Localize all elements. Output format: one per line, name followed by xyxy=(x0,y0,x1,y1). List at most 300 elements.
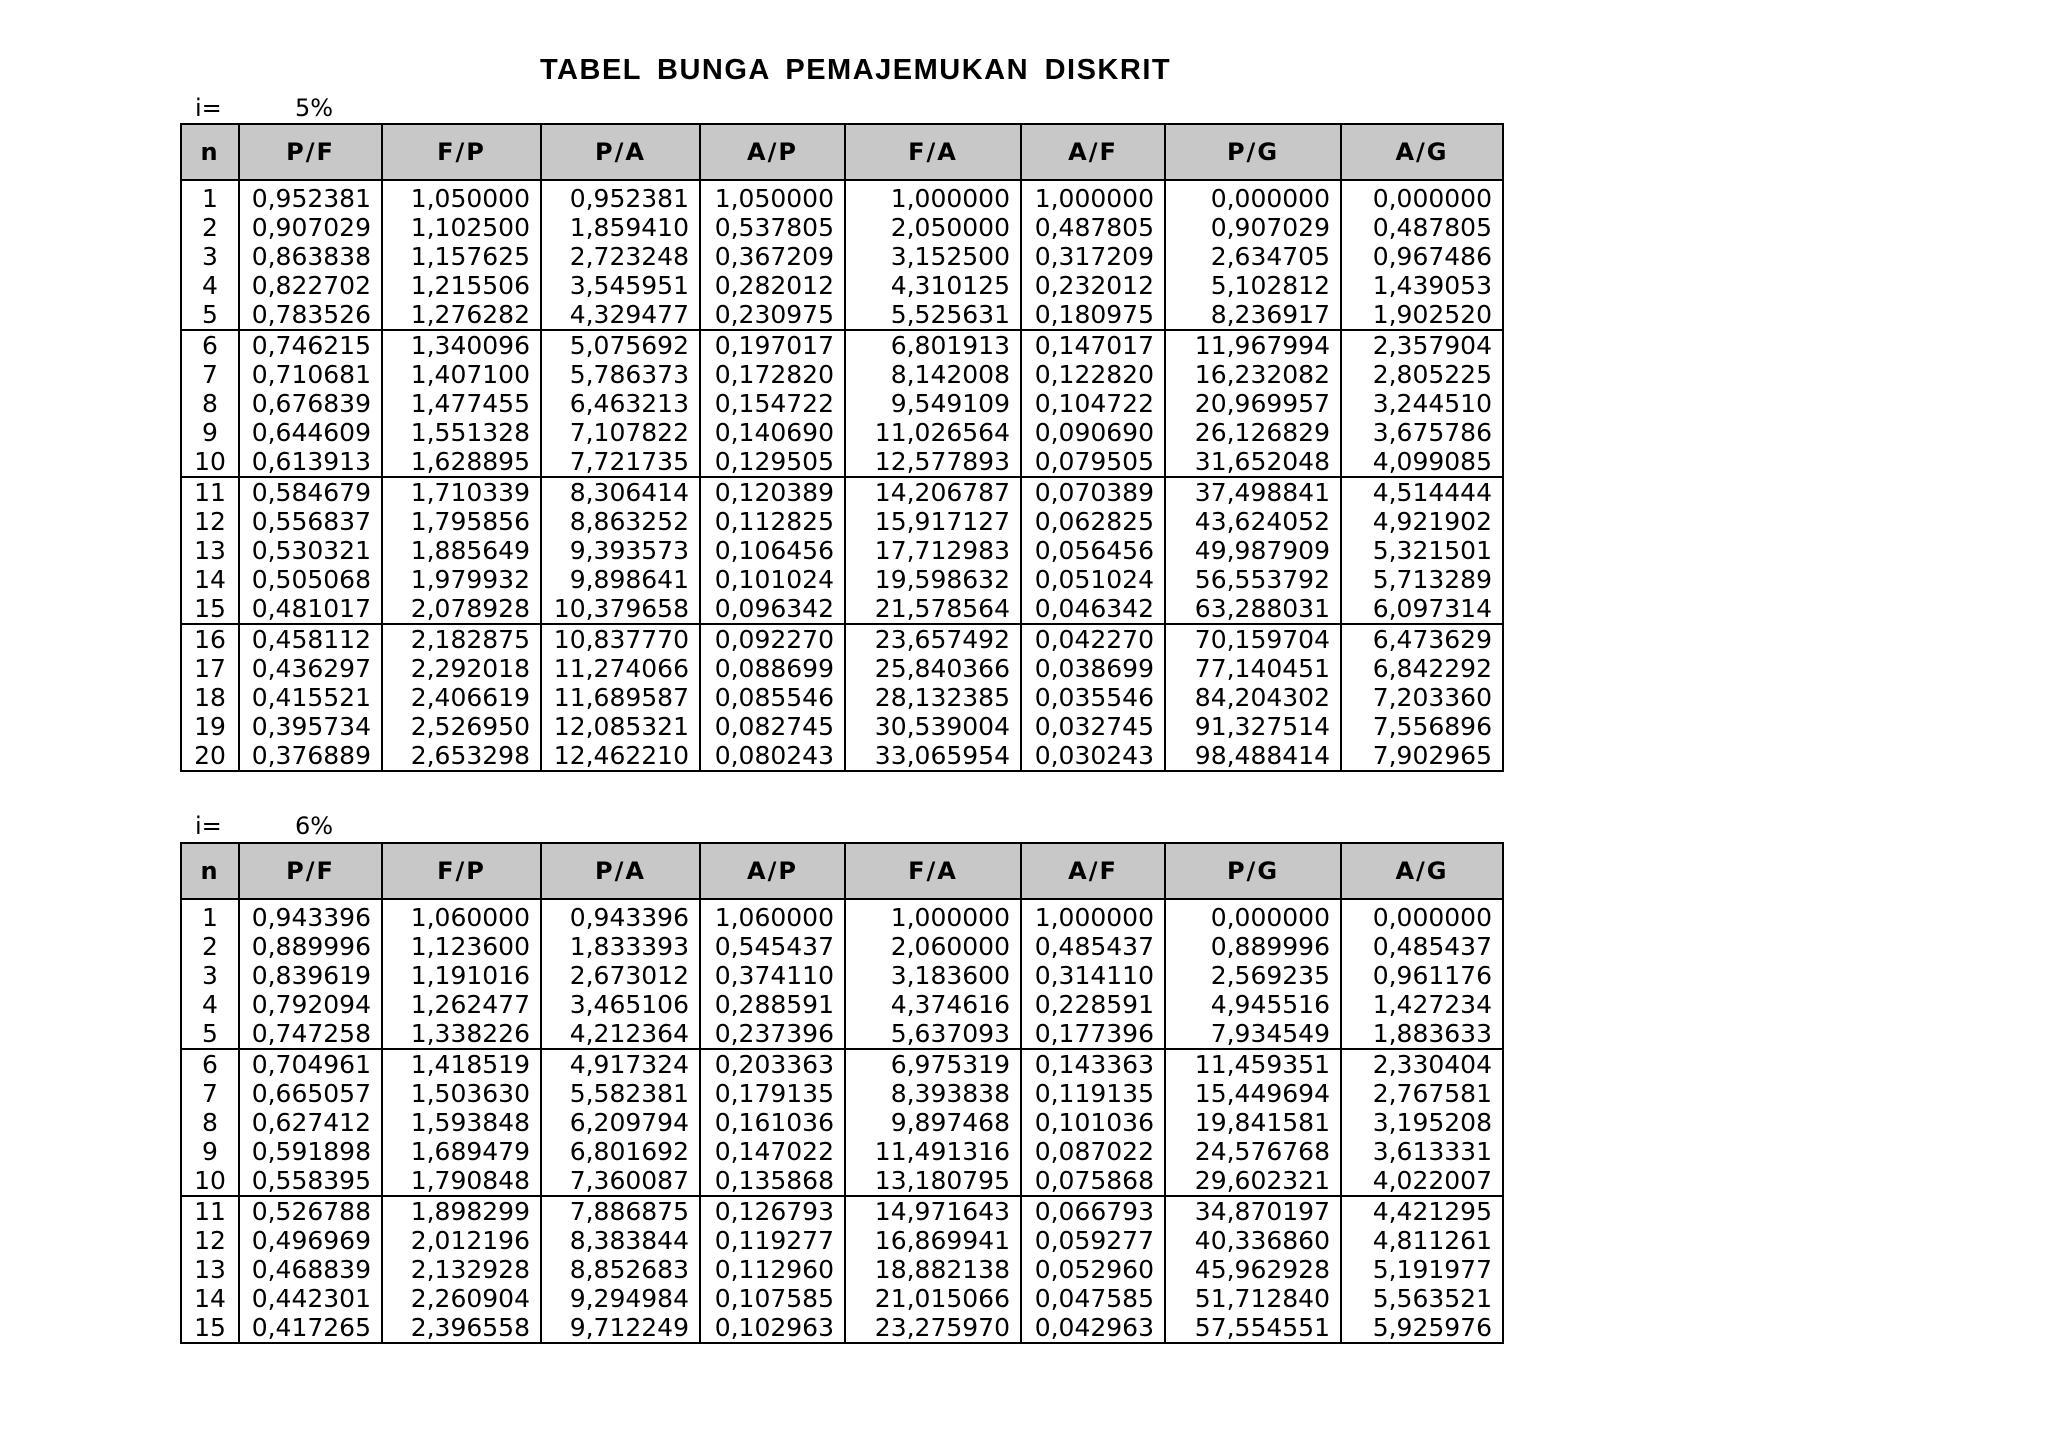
table-cell: 7,934549 xyxy=(1165,1019,1341,1049)
table-cell: 63,288031 xyxy=(1165,594,1341,624)
table-cell: 0,704961 xyxy=(239,1049,382,1079)
table-cell: 11,459351 xyxy=(1165,1049,1341,1079)
table-cell: 9,393573 xyxy=(541,536,700,565)
column-header: P/A xyxy=(541,843,700,899)
table-cell: 0,092270 xyxy=(700,624,845,654)
table-cell: 6,209794 xyxy=(541,1108,700,1137)
table-cell: 0,085546 xyxy=(700,683,845,712)
interest-rate-label: i= xyxy=(195,94,222,122)
row-number: 4 xyxy=(181,271,239,300)
table-cell: 2,132928 xyxy=(382,1255,541,1284)
table-cell: 0,889996 xyxy=(1165,932,1341,961)
table-cell: 2,634705 xyxy=(1165,242,1341,271)
table-cell: 18,882138 xyxy=(845,1255,1021,1284)
row-number: 13 xyxy=(181,536,239,565)
table-cell: 43,624052 xyxy=(1165,507,1341,536)
table-cell: 2,653298 xyxy=(382,741,541,771)
table-cell: 5,786373 xyxy=(541,360,700,389)
row-number: 5 xyxy=(181,300,239,330)
row-number: 11 xyxy=(181,1196,239,1226)
table-cell: 14,971643 xyxy=(845,1196,1021,1226)
table-cell: 6,975319 xyxy=(845,1049,1021,1079)
table-cell: 1,833393 xyxy=(541,932,700,961)
table-cell: 56,553792 xyxy=(1165,565,1341,594)
table-cell: 30,539004 xyxy=(845,712,1021,741)
table-row xyxy=(181,389,1503,418)
row-number: 3 xyxy=(181,242,239,271)
table-cell: 3,195208 xyxy=(1341,1108,1503,1137)
table-cell: 0,237396 xyxy=(700,1019,845,1049)
table-cell: 1,000000 xyxy=(845,903,1021,932)
table-cell: 57,554551 xyxy=(1165,1313,1341,1343)
row-number: 9 xyxy=(181,418,239,447)
table-cell: 6,801913 xyxy=(845,330,1021,360)
table-cell: 0,140690 xyxy=(700,418,845,447)
table-row xyxy=(181,418,1503,447)
table-cell: 49,987909 xyxy=(1165,536,1341,565)
table-cell: 14,206787 xyxy=(845,477,1021,507)
table-cell: 0,106456 xyxy=(700,536,845,565)
row-number: 6 xyxy=(181,1049,239,1079)
row-number: 17 xyxy=(181,654,239,683)
table-cell: 0,545437 xyxy=(700,932,845,961)
table-cell: 0,230975 xyxy=(700,300,845,330)
table-cell: 11,689587 xyxy=(541,683,700,712)
table-cell: 0,126793 xyxy=(700,1196,845,1226)
column-header: F/P xyxy=(382,124,541,180)
table-cell: 0,665057 xyxy=(239,1079,382,1108)
table-cell: 0,282012 xyxy=(700,271,845,300)
table-cell: 2,260904 xyxy=(382,1284,541,1313)
table-cell: 0,042270 xyxy=(1021,624,1165,654)
table-cell: 4,099085 xyxy=(1341,447,1503,477)
table-cell: 0,172820 xyxy=(700,360,845,389)
table-cell: 0,075868 xyxy=(1021,1166,1165,1196)
table-row xyxy=(181,507,1503,536)
table-cell: 45,962928 xyxy=(1165,1255,1341,1284)
table-cell: 3,675786 xyxy=(1341,418,1503,447)
table-cell: 0,203363 xyxy=(700,1049,845,1079)
table-cell: 2,060000 xyxy=(845,932,1021,961)
table-cell: 70,159704 xyxy=(1165,624,1341,654)
table-cell: 0,087022 xyxy=(1021,1137,1165,1166)
column-header: P/G xyxy=(1165,843,1341,899)
table-cell: 1,060000 xyxy=(700,903,845,932)
table-cell: 0,710681 xyxy=(239,360,382,389)
table-row xyxy=(181,1166,1503,1196)
table-cell: 1,477455 xyxy=(382,389,541,418)
table-cell: 33,065954 xyxy=(845,741,1021,771)
table-row xyxy=(181,654,1503,683)
table-row xyxy=(181,184,1503,213)
table-cell: 0,101036 xyxy=(1021,1108,1165,1137)
table-cell: 8,306414 xyxy=(541,477,700,507)
table-cell: 0,062825 xyxy=(1021,507,1165,536)
table-cell: 7,902965 xyxy=(1341,741,1503,771)
table-cell: 3,545951 xyxy=(541,271,700,300)
table-cell: 5,713289 xyxy=(1341,565,1503,594)
table-cell: 34,870197 xyxy=(1165,1196,1341,1226)
table-row xyxy=(181,1226,1503,1255)
table-cell: 0,376889 xyxy=(239,741,382,771)
row-number: 7 xyxy=(181,360,239,389)
table-cell: 0,591898 xyxy=(239,1137,382,1166)
interest-rate-5 xyxy=(195,94,333,124)
row-number: 4 xyxy=(181,990,239,1019)
table-cell: 6,473629 xyxy=(1341,624,1503,654)
table-cell: 11,491316 xyxy=(845,1137,1021,1166)
table-cell: 0,374110 xyxy=(700,961,845,990)
table-cell: 0,317209 xyxy=(1021,242,1165,271)
table-cell: 0,180975 xyxy=(1021,300,1165,330)
table-cell: 23,657492 xyxy=(845,624,1021,654)
table-cell: 0,792094 xyxy=(239,990,382,1019)
table-cell: 0,104722 xyxy=(1021,389,1165,418)
table-cell: 2,050000 xyxy=(845,213,1021,242)
table-cell: 26,126829 xyxy=(1165,418,1341,447)
table-row xyxy=(181,1079,1503,1108)
table-cell: 1,859410 xyxy=(541,213,700,242)
table-cell: 2,292018 xyxy=(382,654,541,683)
table-cell: 1,123600 xyxy=(382,932,541,961)
table-row xyxy=(181,1313,1503,1343)
table-cell: 0,119135 xyxy=(1021,1079,1165,1108)
row-number: 15 xyxy=(181,1313,239,1343)
table-cell: 1,883633 xyxy=(1341,1019,1503,1049)
table-cell: 9,897468 xyxy=(845,1108,1021,1137)
table-cell: 0,487805 xyxy=(1341,213,1503,242)
table-cell: 31,652048 xyxy=(1165,447,1341,477)
row-number: 1 xyxy=(181,184,239,213)
row-number: 13 xyxy=(181,1255,239,1284)
table-cell: 0,537805 xyxy=(700,213,845,242)
column-header: n xyxy=(181,843,239,899)
table-cell: 7,107822 xyxy=(541,418,700,447)
table-cell: 0,863838 xyxy=(239,242,382,271)
table-row xyxy=(181,1019,1503,1049)
header-row xyxy=(181,124,1503,180)
table-cell: 28,132385 xyxy=(845,683,1021,712)
table-cell: 0,943396 xyxy=(541,903,700,932)
column-header: A/F xyxy=(1021,843,1165,899)
table-cell: 0,395734 xyxy=(239,712,382,741)
table-cell: 0,644609 xyxy=(239,418,382,447)
table-cell: 0,436297 xyxy=(239,654,382,683)
row-number: 1 xyxy=(181,903,239,932)
table-cell: 8,863252 xyxy=(541,507,700,536)
table-cell: 5,582381 xyxy=(541,1079,700,1108)
table-cell: 0,056456 xyxy=(1021,536,1165,565)
table-cell: 0,481017 xyxy=(239,594,382,624)
table-cell: 0,047585 xyxy=(1021,1284,1165,1313)
table-cell: 0,496969 xyxy=(239,1226,382,1255)
table-cell: 7,203360 xyxy=(1341,683,1503,712)
column-header: A/G xyxy=(1341,124,1503,180)
row-number: 2 xyxy=(181,932,239,961)
table-cell: 5,321501 xyxy=(1341,536,1503,565)
table-cell: 1,439053 xyxy=(1341,271,1503,300)
column-header: P/G xyxy=(1165,124,1341,180)
table-cell: 0,066793 xyxy=(1021,1196,1165,1226)
interest-rate-value: 5% xyxy=(295,94,334,122)
table-cell: 1,060000 xyxy=(382,903,541,932)
row-number: 12 xyxy=(181,507,239,536)
column-header: A/P xyxy=(700,843,845,899)
table-cell: 1,503630 xyxy=(382,1079,541,1108)
row-number: 14 xyxy=(181,1284,239,1313)
column-header: A/G xyxy=(1341,843,1503,899)
table-row xyxy=(181,903,1503,932)
table-cell: 7,360087 xyxy=(541,1166,700,1196)
table-cell: 2,330404 xyxy=(1341,1049,1503,1079)
table-cell: 91,327514 xyxy=(1165,712,1341,741)
table-cell: 98,488414 xyxy=(1165,741,1341,771)
row-number: 11 xyxy=(181,477,239,507)
table-cell: 0,143363 xyxy=(1021,1049,1165,1079)
table-cell: 3,465106 xyxy=(541,990,700,1019)
table-cell: 1,795856 xyxy=(382,507,541,536)
column-header: F/A xyxy=(845,843,1021,899)
table-cell: 0,505068 xyxy=(239,565,382,594)
table-cell: 11,026564 xyxy=(845,418,1021,447)
table-cell: 77,140451 xyxy=(1165,654,1341,683)
column-header: F/A xyxy=(845,124,1021,180)
table-cell: 24,576768 xyxy=(1165,1137,1341,1166)
page-title: TABEL BUNGA PEMAJEMUKAN DISKRIT xyxy=(540,54,1172,86)
interest-table-5 xyxy=(180,123,1504,772)
table-cell: 0,088699 xyxy=(700,654,845,683)
table-cell: 1,340096 xyxy=(382,330,541,360)
table-cell: 0,197017 xyxy=(700,330,845,360)
table-row xyxy=(181,1284,1503,1313)
table-cell: 0,000000 xyxy=(1165,903,1341,932)
table-row xyxy=(181,447,1503,477)
row-number: 14 xyxy=(181,565,239,594)
row-number: 8 xyxy=(181,1108,239,1137)
table-cell: 4,374616 xyxy=(845,990,1021,1019)
table-cell: 21,578564 xyxy=(845,594,1021,624)
table-cell: 0,129505 xyxy=(700,447,845,477)
table-cell: 12,085321 xyxy=(541,712,700,741)
table-cell: 1,979932 xyxy=(382,565,541,594)
table-row xyxy=(181,1137,1503,1166)
table-cell: 0,051024 xyxy=(1021,565,1165,594)
row-number: 6 xyxy=(181,330,239,360)
row-number: 10 xyxy=(181,447,239,477)
table-cell: 0,952381 xyxy=(239,184,382,213)
column-header: P/F xyxy=(239,843,382,899)
table-cell: 40,336860 xyxy=(1165,1226,1341,1255)
table-cell: 11,967994 xyxy=(1165,330,1341,360)
table-cell: 0,030243 xyxy=(1021,741,1165,771)
table-cell: 0,122820 xyxy=(1021,360,1165,389)
table-cell: 4,329477 xyxy=(541,300,700,330)
table-cell: 0,120389 xyxy=(700,477,845,507)
table-cell: 4,514444 xyxy=(1341,477,1503,507)
table-cell: 21,015066 xyxy=(845,1284,1021,1313)
table-cell: 1,157625 xyxy=(382,242,541,271)
row-number: 3 xyxy=(181,961,239,990)
table-cell: 0,415521 xyxy=(239,683,382,712)
table-cell: 2,767581 xyxy=(1341,1079,1503,1108)
table-cell: 3,244510 xyxy=(1341,389,1503,418)
table-cell: 0,032745 xyxy=(1021,712,1165,741)
table-cell: 0,613913 xyxy=(239,447,382,477)
table-cell: 6,842292 xyxy=(1341,654,1503,683)
row-number: 12 xyxy=(181,1226,239,1255)
table-cell: 0,161036 xyxy=(700,1108,845,1137)
table-cell: 29,602321 xyxy=(1165,1166,1341,1196)
table-cell: 0,000000 xyxy=(1165,184,1341,213)
table-cell: 1,885649 xyxy=(382,536,541,565)
table-row xyxy=(181,213,1503,242)
table-cell: 0,000000 xyxy=(1341,184,1503,213)
table-cell: 0,090690 xyxy=(1021,418,1165,447)
table-cell: 15,449694 xyxy=(1165,1079,1341,1108)
table-cell: 0,147017 xyxy=(1021,330,1165,360)
table-cell: 1,276282 xyxy=(382,300,541,330)
table-cell: 7,886875 xyxy=(541,1196,700,1226)
table-cell: 0,839619 xyxy=(239,961,382,990)
table-cell: 0,147022 xyxy=(700,1137,845,1166)
table-cell: 9,712249 xyxy=(541,1313,700,1343)
table-cell: 0,468839 xyxy=(239,1255,382,1284)
table-row xyxy=(181,990,1503,1019)
table-cell: 0,530321 xyxy=(239,536,382,565)
table-cell: 4,212364 xyxy=(541,1019,700,1049)
table-cell: 1,000000 xyxy=(845,184,1021,213)
table-cell: 2,182875 xyxy=(382,624,541,654)
interest-rate-6 xyxy=(195,812,333,842)
table-cell: 0,154722 xyxy=(700,389,845,418)
table-cell: 2,526950 xyxy=(382,712,541,741)
table-cell: 0,082745 xyxy=(700,712,845,741)
table-cell: 8,852683 xyxy=(541,1255,700,1284)
column-header: F/P xyxy=(382,843,541,899)
table-cell: 11,274066 xyxy=(541,654,700,683)
table-cell: 0,046342 xyxy=(1021,594,1165,624)
table-cell: 9,898641 xyxy=(541,565,700,594)
table-cell: 5,637093 xyxy=(845,1019,1021,1049)
table-row xyxy=(181,536,1503,565)
table-row xyxy=(181,565,1503,594)
table-cell: 0,556837 xyxy=(239,507,382,536)
table-row xyxy=(181,360,1503,389)
table-cell: 4,945516 xyxy=(1165,990,1341,1019)
table-cell: 1,790848 xyxy=(382,1166,541,1196)
table-cell: 1,551328 xyxy=(382,418,541,447)
table-cell: 1,000000 xyxy=(1021,184,1165,213)
table-cell: 8,236917 xyxy=(1165,300,1341,330)
table-cell: 1,050000 xyxy=(382,184,541,213)
table-cell: 7,721735 xyxy=(541,447,700,477)
table-row xyxy=(181,300,1503,330)
table-cell: 0,558395 xyxy=(239,1166,382,1196)
table-cell: 4,921902 xyxy=(1341,507,1503,536)
table-cell: 1,628895 xyxy=(382,447,541,477)
table-cell: 0,107585 xyxy=(700,1284,845,1313)
table-cell: 19,841581 xyxy=(1165,1108,1341,1137)
table-cell: 2,357904 xyxy=(1341,330,1503,360)
table-cell: 0,179135 xyxy=(700,1079,845,1108)
row-number: 15 xyxy=(181,594,239,624)
table-cell: 17,712983 xyxy=(845,536,1021,565)
table-cell: 4,811261 xyxy=(1341,1226,1503,1255)
table-cell: 2,723248 xyxy=(541,242,700,271)
table-cell: 8,393838 xyxy=(845,1079,1021,1108)
table-row xyxy=(181,477,1503,507)
interest-rate-label: i= xyxy=(195,812,222,840)
table-cell: 1,102500 xyxy=(382,213,541,242)
table-cell: 2,012196 xyxy=(382,1226,541,1255)
table-row xyxy=(181,683,1503,712)
row-number: 5 xyxy=(181,1019,239,1049)
row-number: 7 xyxy=(181,1079,239,1108)
table-cell: 0,101024 xyxy=(700,565,845,594)
table-cell: 0,485437 xyxy=(1021,932,1165,961)
table-cell: 5,075692 xyxy=(541,330,700,360)
table-row xyxy=(181,741,1503,771)
table-cell: 19,598632 xyxy=(845,565,1021,594)
table-cell: 0,035546 xyxy=(1021,683,1165,712)
column-header: A/F xyxy=(1021,124,1165,180)
table-cell: 0,943396 xyxy=(239,903,382,932)
column-header: n xyxy=(181,124,239,180)
table-cell: 2,569235 xyxy=(1165,961,1341,990)
table-cell: 0,038699 xyxy=(1021,654,1165,683)
table-cell: 8,383844 xyxy=(541,1226,700,1255)
row-number: 9 xyxy=(181,1137,239,1166)
table-cell: 0,526788 xyxy=(239,1196,382,1226)
table-cell: 0,288591 xyxy=(700,990,845,1019)
table-row xyxy=(181,242,1503,271)
table-cell: 0,458112 xyxy=(239,624,382,654)
table-cell: 16,232082 xyxy=(1165,360,1341,389)
table-cell: 1,407100 xyxy=(382,360,541,389)
table-cell: 0,232012 xyxy=(1021,271,1165,300)
table-cell: 1,902520 xyxy=(1341,300,1503,330)
table-cell: 12,462210 xyxy=(541,741,700,771)
table-cell: 0,052960 xyxy=(1021,1255,1165,1284)
table-cell: 3,613331 xyxy=(1341,1137,1503,1166)
row-number: 19 xyxy=(181,712,239,741)
table-cell: 2,673012 xyxy=(541,961,700,990)
table-cell: 1,215506 xyxy=(382,271,541,300)
row-number: 10 xyxy=(181,1166,239,1196)
table-row xyxy=(181,712,1503,741)
table-cell: 37,498841 xyxy=(1165,477,1341,507)
table-cell: 10,379658 xyxy=(541,594,700,624)
table-cell: 10,837770 xyxy=(541,624,700,654)
table-cell: 0,746215 xyxy=(239,330,382,360)
table-row xyxy=(181,271,1503,300)
row-number: 8 xyxy=(181,389,239,418)
row-number: 16 xyxy=(181,624,239,654)
table-cell: 0,119277 xyxy=(700,1226,845,1255)
interest-table-6 xyxy=(180,842,1504,1344)
table-cell: 0,961176 xyxy=(1341,961,1503,990)
table-cell: 6,463213 xyxy=(541,389,700,418)
table-cell: 8,142008 xyxy=(845,360,1021,389)
table-row xyxy=(181,1255,1503,1284)
table-cell: 16,869941 xyxy=(845,1226,1021,1255)
table-cell: 1,898299 xyxy=(382,1196,541,1226)
table-cell: 23,275970 xyxy=(845,1313,1021,1343)
table-cell: 0,096342 xyxy=(700,594,845,624)
table-cell: 3,183600 xyxy=(845,961,1021,990)
table-cell: 0,135868 xyxy=(700,1166,845,1196)
table-cell: 5,102812 xyxy=(1165,271,1341,300)
